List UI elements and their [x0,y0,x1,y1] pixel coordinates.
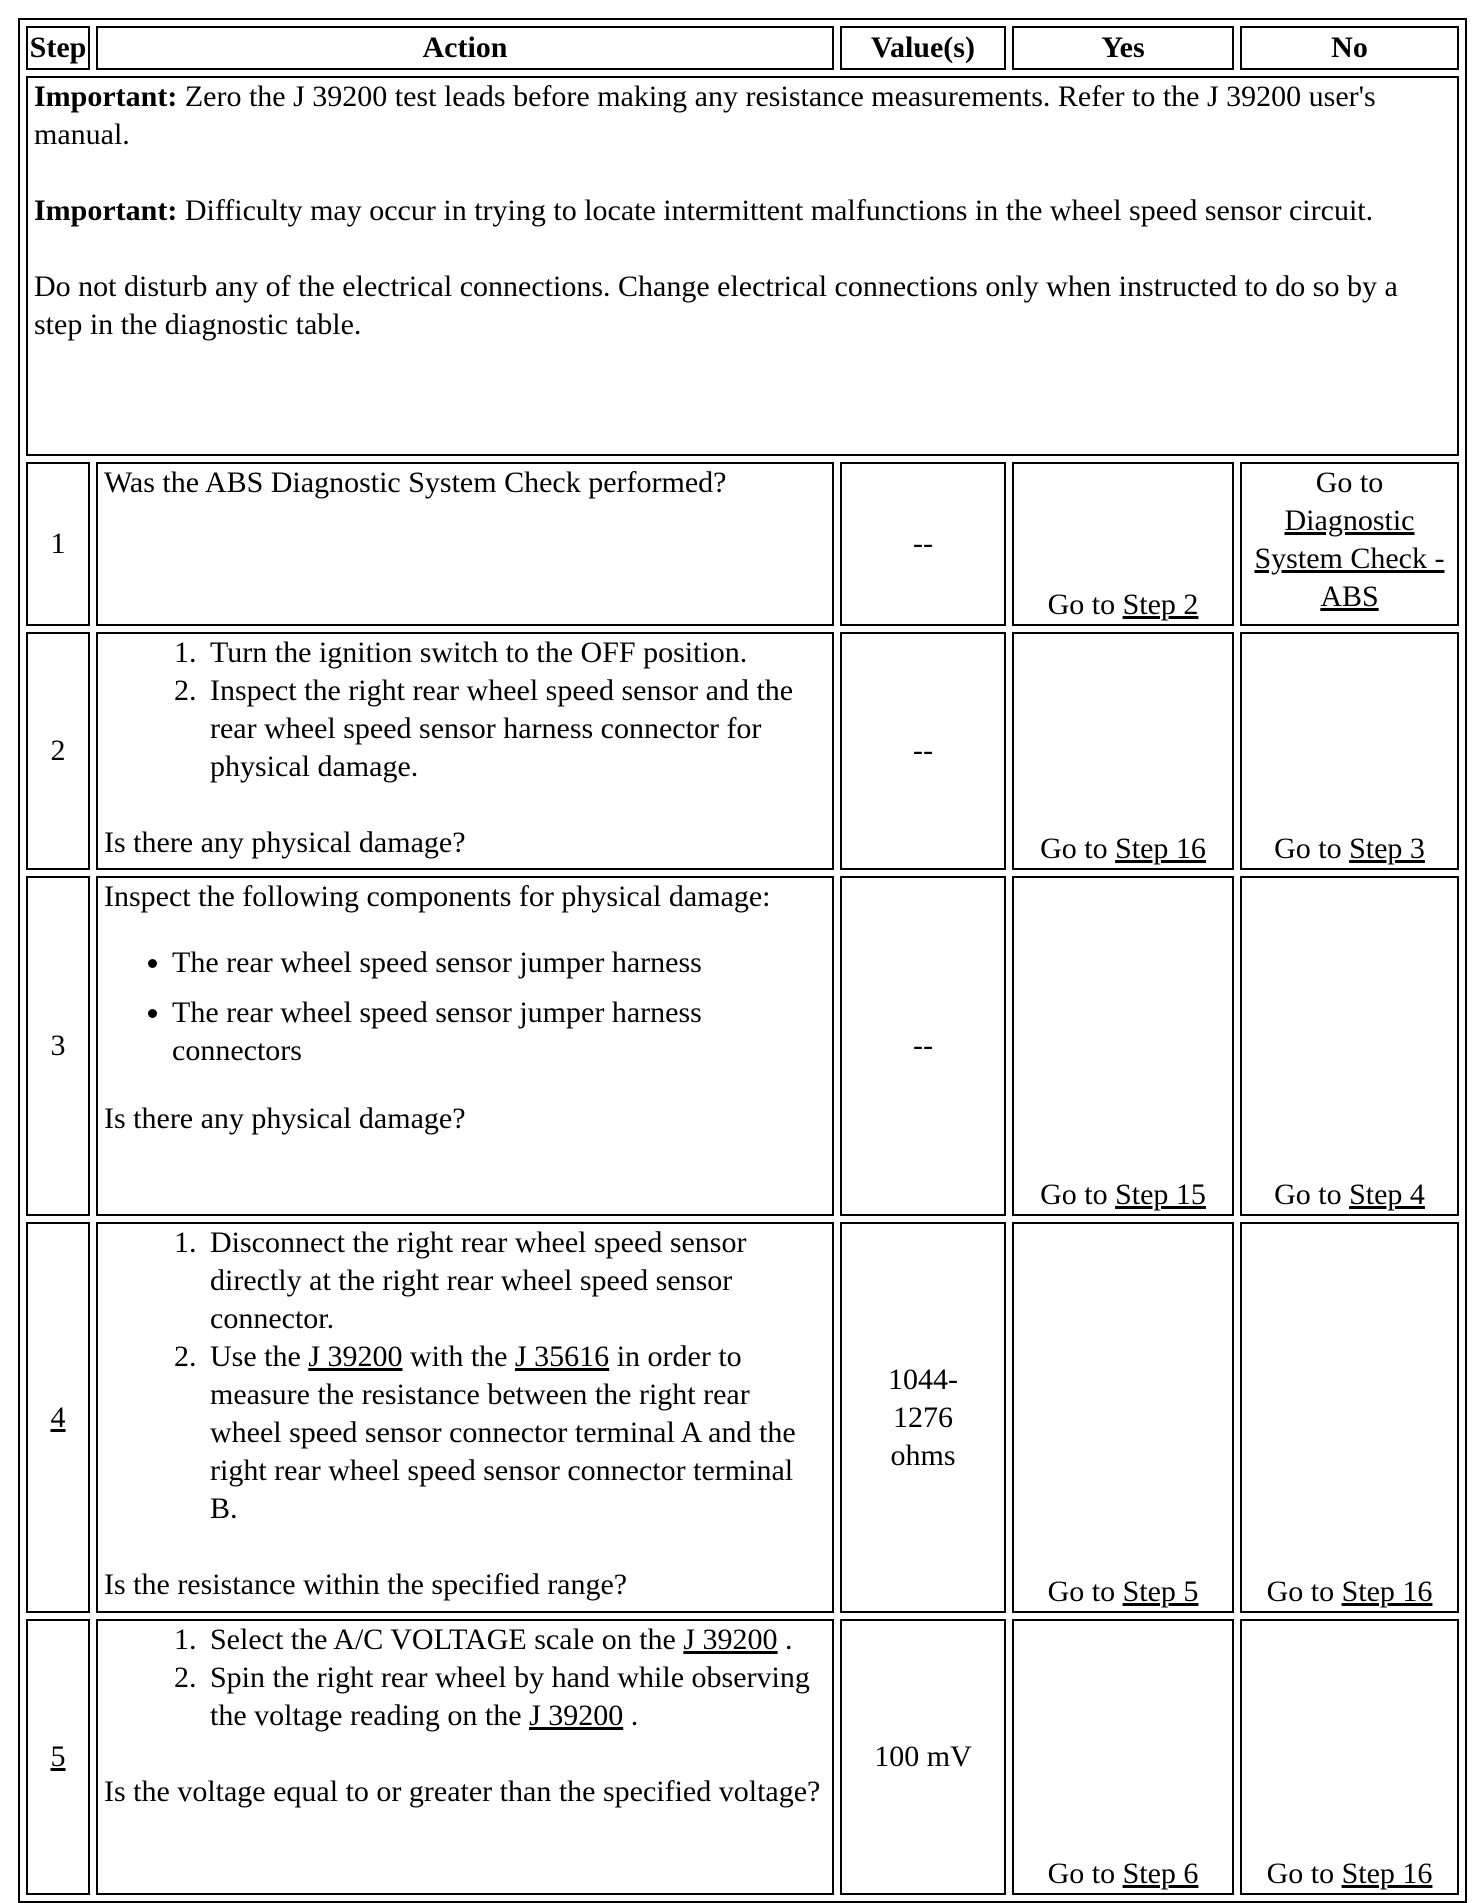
no-cell [1240,876,1459,1216]
no-step-link[interactable]: Step 16 [1341,1575,1433,1608]
tool-link-j39200[interactable]: J 39200 [683,1623,778,1656]
tool-link-j35616[interactable]: J 35616 [515,1340,610,1373]
no-prefix: Go to [1266,1857,1342,1890]
step-number: 3 [26,876,90,1216]
action-question: Is the resistance within the specified range? [104,1568,628,1601]
numbered-list [104,1621,826,1735]
list-item: 1. Disconnect the right rear wheel speed sensor directly at the right rear wheel speed sensor connector. [204,1224,826,1338]
no-prefix: Go to [1315,466,1384,499]
list-item: 2. Inspect the right rear wheel speed sensor and the rear wheel speed sensor harness connector for physical damage. [204,672,826,786]
important-note-1 [34,78,1451,154]
no-prefix: Go to [1266,1575,1342,1608]
list-text: Spin the right rear wheel by hand while observing the voltage reading on the [210,1661,810,1732]
header-no: No [1240,26,1459,70]
yes-step-link[interactable]: Step 2 [1122,588,1199,621]
notes-row [26,76,1459,456]
yes-prefix: Go to [1047,1857,1123,1890]
yes-prefix: Go to [1047,588,1123,621]
action-question: Is there any physical damage? [104,1102,466,1135]
yes-step-link[interactable]: Step 15 [1115,1178,1206,1211]
bullet-list [104,944,826,1070]
no-step-link[interactable]: Step 16 [1341,1857,1433,1890]
yes-prefix: Go to [1040,832,1116,865]
action-question: Was the ABS Diagnostic System Check performed? [104,466,727,499]
important-notes [26,76,1459,456]
no-prefix: Go to [1274,1178,1350,1211]
important-note-2 [34,192,1451,230]
list-text: . [777,1623,793,1656]
list-text: Use the [210,1340,309,1373]
table-row [26,632,1459,870]
header-yes: Yes [1012,26,1234,70]
list-item [204,1338,826,1528]
important-note-text: Zero the J 39200 test leads before making any resistance measurements. Refer to the J 39200 user's manual. [34,80,1376,151]
action-intro: Inspect the following components for physical damage: [104,880,771,913]
header-values: Value(s) [840,26,1006,70]
table-row [26,1619,1459,1895]
list-text: in order to measure the resistance between the right rear wheel speed sensor connector terminal A and the right rear wheel speed sensor connector terminal B. [210,1340,796,1525]
step-number: 1 [26,462,90,626]
header-row [26,26,1459,70]
value-cell: 100 mV [840,1619,1006,1895]
yes-cell [1012,462,1234,626]
table-row [26,876,1459,1216]
yes-step-link[interactable]: Step 6 [1122,1857,1199,1890]
value-cell: -- [840,876,1006,1216]
no-prefix: Go to [1274,832,1350,865]
step-number[interactable]: 4 [26,1222,90,1613]
list-item: • The rear wheel speed sensor jumper harness connectors [172,994,826,1070]
numbered-list [104,634,826,786]
value-cell: 1044-1276 ohms [840,1222,1006,1613]
diagnostic-table [18,18,1467,1903]
action-question: Is the voltage equal to or greater than the specified voltage? [104,1775,821,1808]
yes-step-link[interactable]: Step 16 [1115,832,1206,865]
no-diagnostic-link[interactable]: Diagnostic System Check - ABS [1254,504,1445,613]
yes-cell [1012,876,1234,1216]
important-note-text: Difficulty may occur in trying to locate intermittent malfunctions in the wheel speed sensor circuit. [177,194,1374,227]
action-cell [96,1222,834,1613]
list-item [204,1621,826,1659]
table-row [26,462,1459,626]
no-cell [1240,632,1459,870]
numbered-list [104,1224,826,1528]
no-step-link[interactable]: Step 3 [1349,832,1425,865]
no-step-link[interactable]: Step 4 [1349,1178,1425,1211]
caution-note-text: Do not disturb any of the electrical connections. Change electrical connections only when instructed to do so by a step in the diagnostic table. [34,270,1398,341]
step-number[interactable]: 5 [26,1619,90,1895]
yes-prefix: Go to [1047,1575,1123,1608]
value-cell: -- [840,462,1006,626]
caution-note [34,268,1451,344]
yes-prefix: Go to [1040,1178,1116,1211]
list-item: 1. Turn the ignition switch to the OFF position. [204,634,826,672]
list-text: Select the A/C VOLTAGE scale on the [210,1623,684,1656]
no-cell [1240,462,1459,626]
yes-step-link[interactable]: Step 5 [1122,1575,1199,1608]
list-item [204,1659,826,1735]
action-cell [96,462,834,626]
list-item: • The rear wheel speed sensor jumper harness [172,944,826,982]
yes-cell [1012,1619,1234,1895]
tool-link-j39200[interactable]: J 39200 [529,1699,624,1732]
header-step: Step [26,26,90,70]
action-cell [96,876,834,1216]
action-cell [96,1619,834,1895]
no-cell [1240,1222,1459,1613]
value-cell: -- [840,632,1006,870]
important-label: Important: [34,194,178,227]
list-text: . [623,1699,639,1732]
step-number: 2 [26,632,90,870]
yes-cell [1012,1222,1234,1613]
no-cell [1240,1619,1459,1895]
yes-cell [1012,632,1234,870]
table-row [26,1222,1459,1613]
action-question: Is there any physical damage? [104,826,466,859]
important-label: Important: [34,80,178,113]
action-cell [96,632,834,870]
list-text: with the [402,1340,515,1373]
header-action: Action [96,26,834,70]
tool-link-j39200[interactable]: J 39200 [308,1340,403,1373]
